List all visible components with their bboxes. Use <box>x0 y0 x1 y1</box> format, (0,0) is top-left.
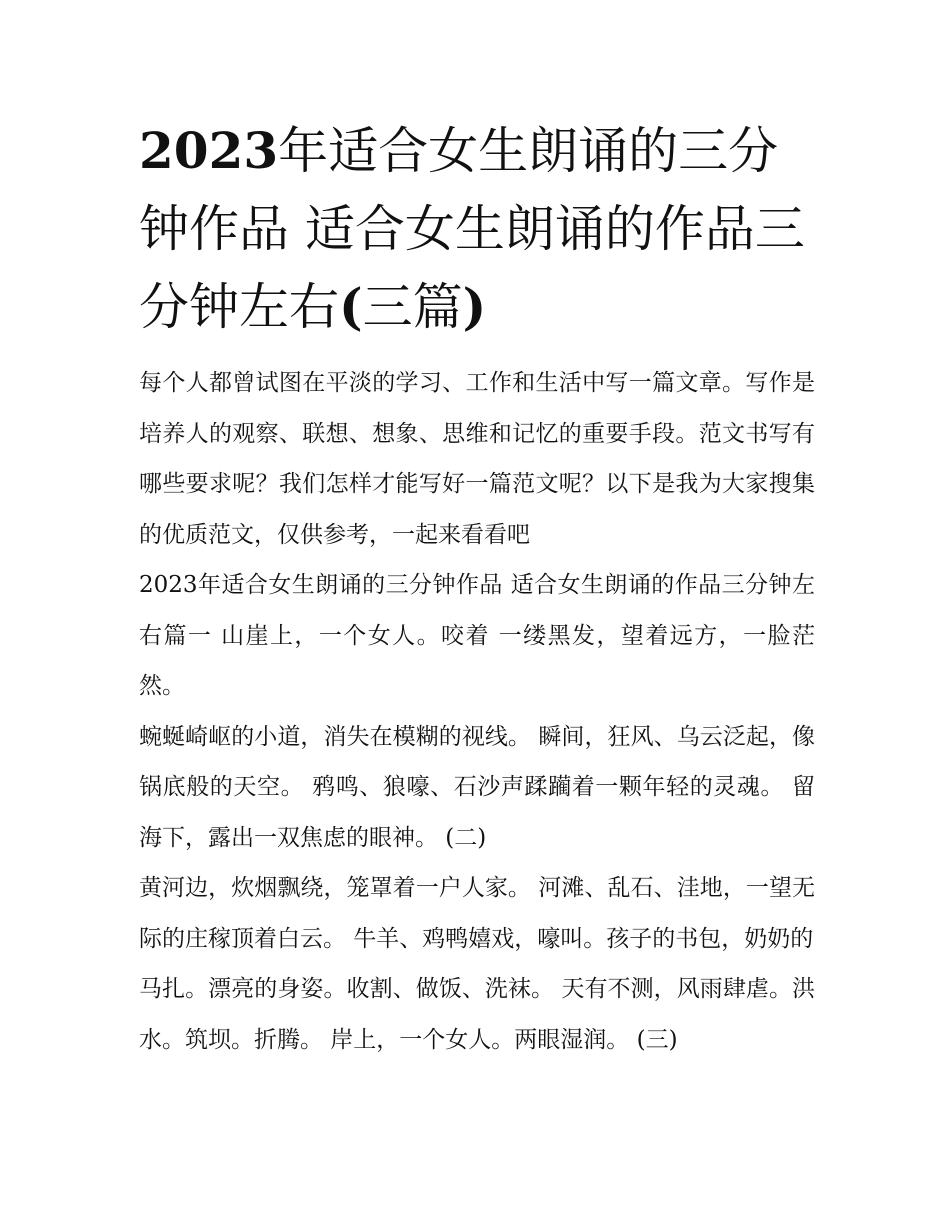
title-paren-open: ( <box>339 277 363 336</box>
intro-paragraph: 每个人都曾试图在平淡的学习、工作和生活中写一篇文章。写作是培养人的观察、联想、想象、思维和记忆的重要手段。范文书写有哪些要求呢？我们怎样才能写好一篇范文呢？以下是我为大家搜集的优质范文，仅供参考，一起来看看吧 <box>139 370 815 548</box>
title-paren-close: ) <box>462 277 487 336</box>
document-title <box>139 112 815 346</box>
title-main: 年适合女生朗诵的三分钟作品 适合女生朗诵的作品三分钟左右 <box>139 122 805 336</box>
piece-one-continuation-paragraph: 蜿蜒崎岖的小道，消失在模糊的视线。 瞬间，狂风、乌云泛起，像锅底般的天空。 鸦鸣、狼嚎、石沙声蹂躏着一颗年轻的灵魂。 留海下，露出一双焦虑的眼神。 (二) <box>139 723 815 851</box>
title-count: 三篇 <box>362 278 463 336</box>
document-body <box>139 358 815 1065</box>
piece-two-continuation-paragraph: 马扎。漂亮的身姿。收割、做饭、洗袜。 天有不测，风雨肆虐。洪水。筑坝。折腾。 岸上，一个女人。两眼湿润。 (三) <box>139 976 815 1053</box>
piece-one-paragraph: 2023年适合女生朗诵的三分钟作品 适合女生朗诵的作品三分钟左右篇一 山崖上，一个女人。咬着 一缕黑发，望着远方，一脸茫然。 <box>139 572 815 699</box>
title-year: 2023 <box>139 121 279 180</box>
piece-two-paragraph: 黄河边，炊烟飘绕，笼罩着一户人家。 河滩、乱石、洼地，一望无际的庄稼顶着白云。 牛羊、鸡鸭嬉戏，嚎叫。孩子的书包，奶奶的 <box>139 875 815 952</box>
document-content <box>139 112 815 1065</box>
